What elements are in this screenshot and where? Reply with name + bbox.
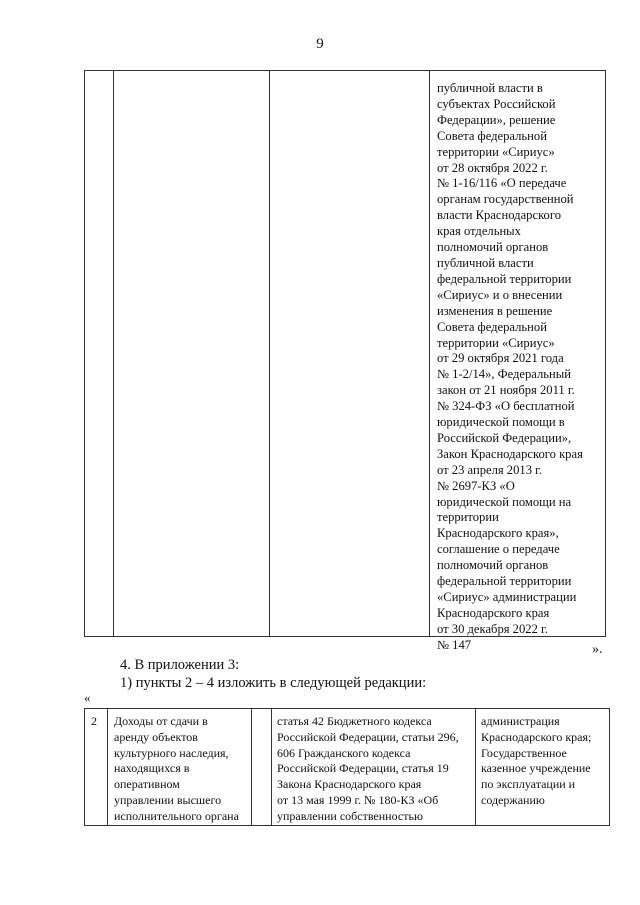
text-line: Совета федеральной xyxy=(437,128,547,143)
text-line: территории «Сириус» xyxy=(437,335,555,350)
text-line: Российской Федерации», xyxy=(437,430,572,445)
text-line: от 13 мая 1999 г. № 180-КЗ «Об xyxy=(277,792,439,807)
text-line: территории xyxy=(437,510,499,525)
lower-table xyxy=(84,708,610,826)
text-line: полномочий органов xyxy=(437,240,549,255)
paragraph-1: 1) пункты 2 – 4 изложить в следующей редакции: xyxy=(120,675,427,691)
column-divider xyxy=(429,71,430,636)
text-line: Краснодарского края», xyxy=(437,526,559,541)
text-line: от 23 апреля 2013 г. xyxy=(437,462,543,477)
text-line: «Сириус» администрации xyxy=(437,590,577,604)
text-line: Закона Краснодарского края xyxy=(277,777,422,792)
text-line: органам государственной xyxy=(437,192,574,207)
text-line: № 1-16/116 «О передаче xyxy=(437,176,567,191)
column-divider xyxy=(269,71,270,636)
text-line: статья 42 Бюджетного кодекса xyxy=(277,714,432,728)
text-line: Закон Краснодарского края xyxy=(437,446,583,461)
text-line: Государственное xyxy=(481,745,567,760)
text-line: управлении собственностью xyxy=(277,808,423,823)
text-line: субъектах Российской xyxy=(437,96,556,111)
row-number: 2 xyxy=(91,714,97,728)
text-line: «Сириус» и о внесении xyxy=(437,287,563,302)
text-line: № 147 xyxy=(437,637,472,652)
opening-quote: « xyxy=(84,690,91,705)
text-line: администрация xyxy=(481,714,560,728)
text-line: Российской Федерации, статьи 296, xyxy=(277,729,459,744)
column-divider xyxy=(107,709,108,825)
text-line: находящихся в xyxy=(114,761,190,776)
legal-basis-cell xyxy=(277,714,459,825)
text-line: юридической помощи на xyxy=(437,494,572,509)
closing-quote: ». xyxy=(592,642,603,657)
income-description-cell xyxy=(114,714,239,825)
text-line: казенное учреждение xyxy=(481,761,591,776)
text-line: юридической помощи в xyxy=(437,415,565,430)
text-line: № 1-2/14», Федеральный xyxy=(437,367,571,382)
text-line: № 2697-КЗ «О xyxy=(437,478,515,493)
page-number: 9 xyxy=(316,36,324,52)
text-line: от 28 октября 2022 г. xyxy=(437,160,548,175)
text-line: № 324-ФЗ «О бесплатной xyxy=(437,399,575,414)
text-line: оперативном xyxy=(114,777,180,792)
text-line: 606 Гражданского кодекса xyxy=(277,745,411,760)
legal-basis-cell xyxy=(437,81,605,654)
text-line: соглашение о передаче xyxy=(437,542,560,557)
text-line: Доходы от сдачи в xyxy=(114,714,208,728)
organization-cell xyxy=(481,714,591,809)
text-line: публичной власти в xyxy=(437,81,543,95)
text-line: полномочий органов xyxy=(437,558,549,573)
text-line: территории «Сириус» xyxy=(437,144,555,159)
text-line: Краснодарского края xyxy=(437,605,550,620)
text-line: федеральной территории xyxy=(437,271,572,286)
text-line: Российской Федерации, статья 19 xyxy=(277,761,449,776)
text-line: аренду объектов xyxy=(114,729,198,744)
text-line: содержанию xyxy=(481,792,545,807)
text-line: изменения в решение xyxy=(437,303,553,318)
text-line: исполнительного органа xyxy=(114,808,239,823)
text-line: управлении высшего xyxy=(114,792,222,807)
text-line: Краснодарского края; xyxy=(481,729,592,744)
text-line: публичной власти xyxy=(437,255,534,270)
text-line: федеральной территории xyxy=(437,574,572,589)
column-divider xyxy=(475,709,476,825)
text-line: власти Краснодарского xyxy=(437,208,561,223)
column-divider xyxy=(113,71,114,636)
upper-table xyxy=(84,70,606,652)
text-line: от 29 октября 2021 года xyxy=(437,351,564,366)
paragraph-4: 4. В приложении 3: xyxy=(120,657,240,673)
text-line: по эксплуатации и xyxy=(481,777,576,792)
text-line: закон от 21 ноября 2011 г. xyxy=(437,383,575,398)
text-line: от 30 декабря 2022 г. xyxy=(437,621,548,636)
text-line: Федерации», решение xyxy=(437,112,556,127)
column-divider xyxy=(271,709,272,825)
text-line: Совета федеральной xyxy=(437,319,547,334)
column-divider xyxy=(251,709,252,825)
text-line: края отдельных xyxy=(437,224,521,239)
text-line: культурного наследия, xyxy=(114,745,229,760)
